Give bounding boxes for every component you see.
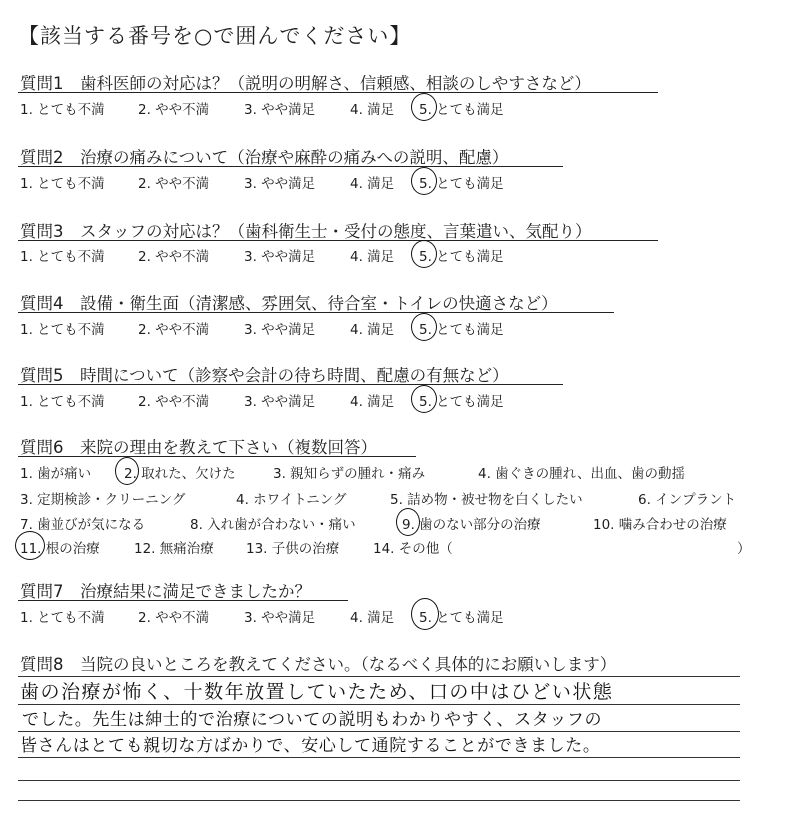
q7-selected-circle	[411, 598, 439, 630]
question-1-title: 質問1 歯科医師の対応は？（説明の明解さ、信頼感、相談のしやすさなど）	[20, 74, 591, 93]
q5-option-3[interactable]: 3. やや満足	[244, 394, 316, 410]
q6-selected-circle-11	[15, 531, 45, 560]
question-5-underline	[18, 384, 563, 385]
question-5-title: 質問5 時間について（診察や会計の待ち時間、配慮の有無など）	[20, 366, 509, 385]
q6-option-alignment[interactable]: 7. 歯並びが気になる	[20, 517, 146, 533]
q8-answer-line-2[interactable]: でした。先生は紳士的で治療についての説明もわかりやすく、スタッフの	[22, 710, 603, 730]
q5-option-2[interactable]: 2. やや不満	[138, 394, 210, 410]
q2-selected-circle	[411, 167, 437, 195]
instruction-header: 【該当する番号を○で囲んでください】	[18, 24, 412, 48]
q4-selected-circle	[411, 313, 437, 341]
q4-option-2[interactable]: 2. やや不満	[138, 322, 210, 338]
q8-answer-rule-5	[18, 780, 740, 781]
question-4-title: 質問4 設備・衛生面（清潔感、雰囲気、待合室・トイレの快適さなど）	[20, 294, 558, 313]
question-7-underline	[18, 600, 348, 601]
question-1-underline	[18, 92, 658, 93]
q2-option-3[interactable]: 3. やや満足	[244, 176, 316, 192]
q6-option-missing-teeth[interactable]: 9. 歯のない部分の治療	[402, 517, 541, 533]
q4-option-3[interactable]: 3. やや満足	[244, 322, 316, 338]
question-3-title: 質問3 スタッフの対応は？（歯科衛生士・受付の態度、言葉遣い、気配り）	[20, 222, 592, 241]
q1-option-5[interactable]: 5. とても満足	[419, 102, 504, 118]
q6-option-other[interactable]: 14. その他（	[373, 541, 453, 557]
q3-selected-circle	[411, 240, 437, 268]
q5-option-5[interactable]: 5. とても満足	[419, 394, 504, 410]
q6-option-child[interactable]: 13. 子供の治療	[246, 541, 340, 557]
q6-option-painless[interactable]: 12. 無痛治療	[134, 541, 214, 557]
q6-option-wisdom-tooth[interactable]: 3. 親知らずの腫れ・痛み	[273, 466, 426, 482]
q1-option-2[interactable]: 2. やや不満	[138, 102, 210, 118]
q6-option-white-fillings[interactable]: 5. 詰め物・被せ物を白くしたい	[390, 492, 583, 508]
q6-option-implant[interactable]: 6. インプラント	[638, 492, 737, 508]
q6-option-dentures[interactable]: 8. 入れ歯が合わない・痛い	[190, 517, 356, 533]
question-8-title: 質問8 当院の良いところを教えてください。（なるべく具体的にお願いします）	[20, 655, 617, 674]
q3-option-4[interactable]: 4. 満足	[350, 249, 395, 265]
q6-other-paren-close: ）	[737, 541, 751, 557]
q3-option-5[interactable]: 5. とても満足	[419, 249, 504, 265]
q5-option-1[interactable]: 1. とても不満	[20, 394, 105, 410]
q6-selected-circle-9	[396, 508, 420, 536]
q8-answer-rule-4	[18, 757, 740, 758]
q3-option-1[interactable]: 1. とても不満	[20, 249, 105, 265]
q3-option-3[interactable]: 3. やや満足	[244, 249, 316, 265]
question-6-underline	[18, 456, 416, 457]
q6-option-checkup[interactable]: 3. 定期検診・クリーニング	[20, 492, 186, 508]
q6-option-bite[interactable]: 10. 噛み合わせの治療	[593, 517, 727, 533]
question-6-title: 質問6 来院の理由を教えて下さい（複数回答）	[20, 438, 377, 457]
q6-option-root-canal[interactable]: 11. 根の治療	[20, 541, 100, 557]
q7-option-3[interactable]: 3. やや満足	[244, 610, 316, 626]
question-7-title: 質問7 治療結果に満足できましたか？	[20, 582, 311, 601]
q3-option-2[interactable]: 2. やや不満	[138, 249, 210, 265]
q1-selected-circle	[411, 93, 437, 121]
q2-option-4[interactable]: 4. 満足	[350, 176, 395, 192]
q8-answer-rule-6	[18, 800, 740, 801]
question-2-title: 質問2 治療の痛みについて（治療や麻酔の痛みへの説明、配慮）	[20, 148, 509, 167]
q1-option-1[interactable]: 1. とても不満	[20, 102, 105, 118]
q2-option-2[interactable]: 2. やや不満	[138, 176, 210, 192]
q1-option-4[interactable]: 4. 満足	[350, 102, 395, 118]
q2-option-5[interactable]: 5. とても満足	[419, 176, 504, 192]
q6-option-chipped[interactable]: 2. 取れた、欠けた	[124, 466, 236, 482]
q6-option-whitening[interactable]: 4. ホワイトニング	[236, 492, 347, 508]
q4-option-4[interactable]: 4. 満足	[350, 322, 395, 338]
q7-option-1[interactable]: 1. とても不満	[20, 610, 105, 626]
q8-answer-line-1[interactable]: 歯の治療が怖く、十数年放置していたため、口の中はひどい状態	[20, 681, 614, 703]
q5-option-4[interactable]: 4. 満足	[350, 394, 395, 410]
q6-option-gums[interactable]: 4. 歯ぐきの腫れ、出血、歯の動揺	[478, 466, 685, 482]
question-4-underline	[18, 312, 614, 313]
question-3-underline	[18, 240, 658, 241]
q7-option-2[interactable]: 2. やや不満	[138, 610, 210, 626]
q8-answer-line-3[interactable]: 皆さんはとても親切な方ばかりで、安心して通院することができました。	[20, 736, 601, 756]
q6-option-toothache[interactable]: 1. 歯が痛い	[20, 466, 92, 482]
question-2-underline	[18, 166, 563, 167]
q4-option-1[interactable]: 1. とても不満	[20, 322, 105, 338]
q1-option-3[interactable]: 3. やや満足	[244, 102, 316, 118]
q7-option-4[interactable]: 4. 満足	[350, 610, 395, 626]
q4-option-5[interactable]: 5. とても満足	[419, 322, 504, 338]
q6-selected-circle-2	[115, 457, 139, 485]
q2-option-1[interactable]: 1. とても不満	[20, 176, 105, 192]
q7-option-5[interactable]: 5. とても満足	[419, 610, 504, 626]
q5-selected-circle	[411, 385, 437, 413]
